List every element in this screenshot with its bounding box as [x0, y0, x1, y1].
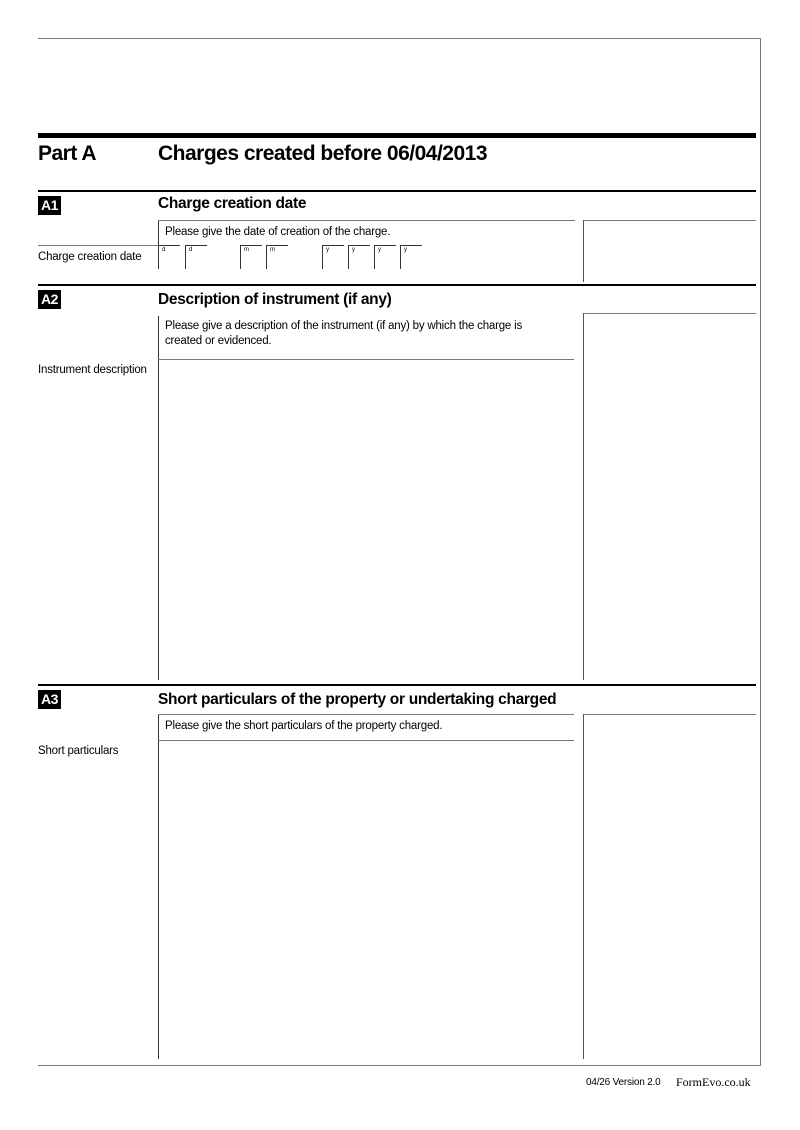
- footer-brand: FormEvo.co.uk: [676, 1075, 751, 1089]
- a1-sidebar-top: [583, 220, 756, 221]
- a1-instruction: Please give the date of creation of the charge.: [158, 221, 575, 245]
- date-year-4-box[interactable]: y: [400, 245, 422, 269]
- a2-field-label: Instrument description: [38, 364, 147, 376]
- a3-field-label: Short particulars: [38, 745, 119, 757]
- date-year-1-box[interactable]: y: [322, 245, 344, 269]
- top-border: [38, 38, 761, 39]
- a3-rule: [38, 684, 756, 686]
- a1-badge: A1: [38, 196, 61, 215]
- date-day-1-box[interactable]: d: [158, 245, 180, 269]
- a3-badge: A3: [38, 690, 61, 709]
- a2-badge: A2: [38, 290, 61, 309]
- date-month-1-box[interactable]: m: [240, 245, 262, 269]
- a1-field-separator: [38, 245, 158, 246]
- date-day-2-box[interactable]: d: [185, 245, 207, 269]
- footer-version: 04/26 Version 2.0: [586, 1077, 661, 1088]
- date-year-3-box[interactable]: y: [374, 245, 396, 269]
- a2-rule: [38, 284, 756, 286]
- a1-title: Charge creation date: [158, 195, 307, 212]
- short-particulars-textarea[interactable]: [158, 741, 574, 1059]
- a3-title: Short particulars of the property or undertaking charged: [158, 691, 557, 708]
- date-month-2-box[interactable]: m: [266, 245, 288, 269]
- a1-sidebar-left: [583, 220, 584, 282]
- a2-title: Description of instrument (if any): [158, 291, 392, 308]
- date-year-2-box[interactable]: y: [348, 245, 370, 269]
- a2-sidebar-left: [583, 313, 584, 680]
- right-border: [760, 38, 761, 1066]
- bottom-border: [38, 1065, 761, 1066]
- a3-sidebar-left: [583, 714, 584, 1059]
- a1-rule: [38, 190, 756, 192]
- instrument-description-textarea[interactable]: [158, 360, 574, 680]
- part-label: Part A: [38, 142, 97, 165]
- a3-instruction: Please give the short particulars of the property charged.: [158, 715, 574, 740]
- a3-sidebar-top: [583, 714, 756, 715]
- part-heading-rule: [38, 133, 756, 138]
- a2-instruction: Please give a description of the instrument (if any) by which the charge is created or evidenced.: [158, 316, 574, 359]
- charge-creation-date-input[interactable]: [158, 245, 438, 273]
- a1-field-label: Charge creation date: [38, 251, 142, 263]
- part-title: Charges created before 06/04/2013: [158, 142, 488, 165]
- a2-sidebar-top: [583, 313, 756, 314]
